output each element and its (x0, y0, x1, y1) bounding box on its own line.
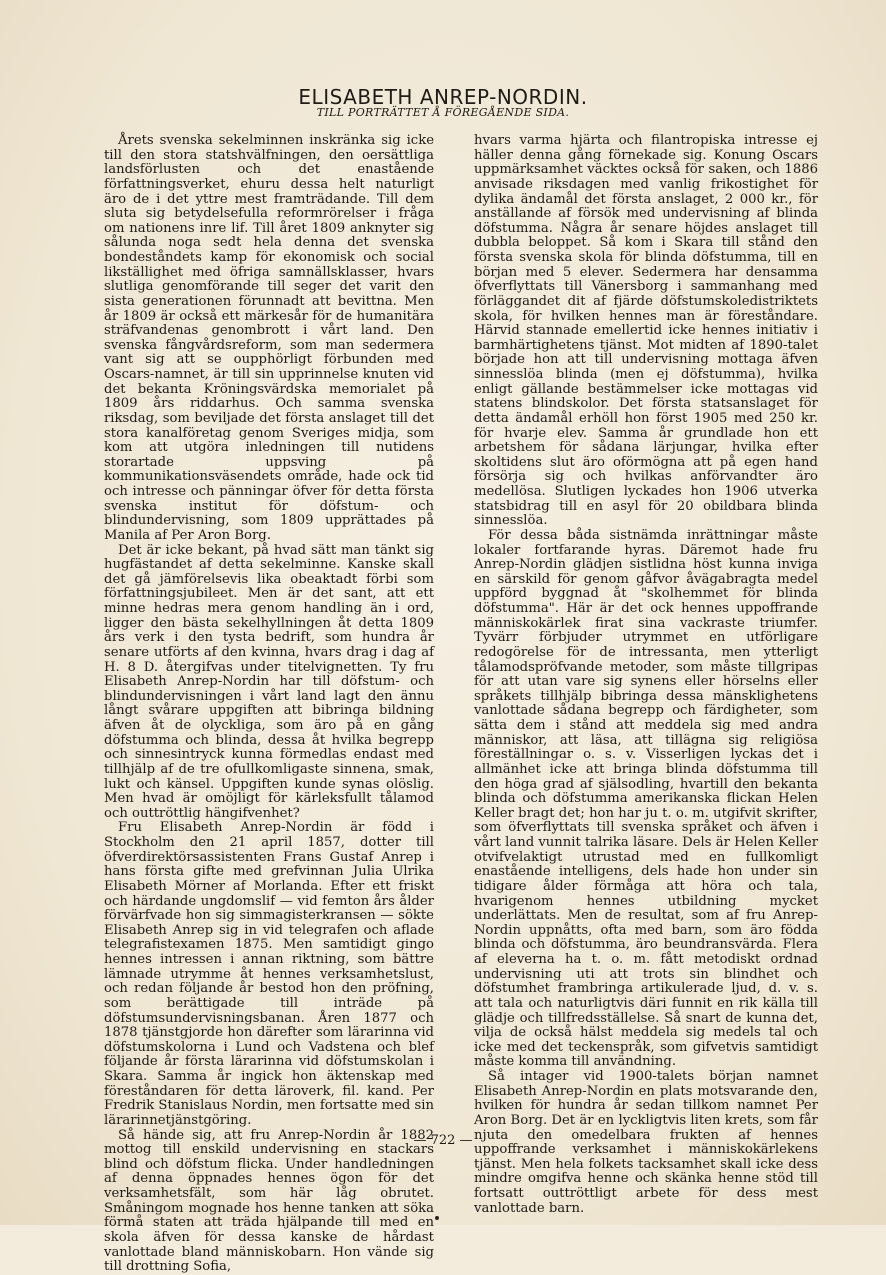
paragraph: hvars varma hjärta och filantropiska intresse ej häller denna gång förnekade sig. Konung Oscars uppmärksamhet väcktes också för saken, och 1886 anvisade riksdagen med vanlig frikostighet för dylika ändamål det första anslaget, 2 000 kr., för anställande af försök med undervisning af blinda döfstumma. Några år senare höjdes anslaget till dubbla beloppet. Så kom i Skara till stånd den första svenska skola för blinda döfstumma, till en början med 5 elever. Sedermera har densamma öfverflyttats till Vänersborg i sammanhang med förläggandet dit af fjärde döfstumskoledistriktets skola, för hvilken hennes man är föreståndare. Härvid stannade emellertid icke hennes initiativ i barmhärtighetens tjänst. Mot midten af 1890-talet började hon att till undervisning mottaga äfven sinnesslöa blinda (men ej döfstumma), hvilka enligt gällande bestämmelser icke mottagas vid statens blindskolor. Det första statsanslaget för detta ändamål erhöll hon först 1905 med 250 kr. för hvarje elev. Samma år grundlade hon ett arbetshem för sådana lärjungar, hvilka efter skoltidens slut äro oförmögna att på egen hand försörja sig och hvilkas anförvandter äro medellösa. Slutligen lyckades hon 1906 utverka statsbidrag till en asyl för 20 obildbara blinda sinnesslöa. (474, 133, 818, 529)
paragraph: Det är icke bekant, på hvad sätt man tänkt sig hugfästandet af detta sekelminne. Kanske skall det gå jämförelsevis lika obeaktadt förbi som författningsjubileet. Men är det sant, att ett minne hedras mera genom handling än i ord, ligger den bästa sekelhyllningen åt detta 1809 års verk i den tysta bedrift, som hundra år senare utförts af den kvinna, hvars drag i dag af H. 8 D. återgifvas under titelvignetten. Ty fru Elisabeth Anrep-Nordin har till döfstum- och blindundervisningen i vårt land lagt den ännu långt svårare uppgiften att bibringa bildning äfven åt de olyckliga, som äro på en gång döfstumma och blinda, dessa åt hvilka begrepp och sinnesintryck kunna förmedlas endast med tillhjälp af de tre ofullkomligaste sinnena, smak, lukt och känsel. Uppgiften kunde synas olöslig. Men hvad är omöjligt för kärleksfullt tålamod och outtröttlig hängifvenhet? (104, 542, 434, 821)
paragraph: För dessa båda sistnämda inrättningar måste lokaler fortfarande hyras. Däremot hade fru Anrep-Nordin glädjen sistlidna höst kunna inviga en särskild för genom gåfvor åvägabragta medel uppförd byggnad åt "skolhemmet för blinda döfstumma". Här är det ock hennes uppoffrande människokärlek firat sina vackraste triumfer. Tyvärr förbjuder utrymmet en utförligare redogörelse för de intressanta, men ytterligt tålamodspröfvande metoder, som måste tillgripas för att utan vare sig synens eller hörselns eller språkets tillhjälp bibringa dessa mänsklighetens vanlottade sådana begrepp och färdigheter, som sätta dem i stånd att meddela sig med andra människor, att läsa, att tillägna sig religiösa föreställningar o. s. v. Visserligen lyckas det i allmänhet icke att bringa blinda döfstumma till den höga grad af själsodling, hvartill den bekanta blinda och döfstumma amerikanska flickan Helen Keller bragt det; hon har ju t. o. m. utgifvit skrifter, som öfverflyttats till svenska språket och äfven i vårt land vunnit talrika läsare. Dels är Helen Keller otvifvelaktigt utrustad med en fullkomligt enastående intelligens, dels hade hon under sin tidigare ålder förmåga att höra och tala, hvarigenom hennes utbildning mycket underlättats. Men de resultat, som af fru Anrep-Nordin uppnåtts, ofta med barn, som äro födda blinda och döfstumma, äro beundransvärda. Flera af eleverna ha t. o. m. fått metodiskt ordnad undervisning uti att trots sin blindhet och döfstumhet frambringa artikulerade ljud, d. v. s. att tala och naturligtvis däri funnit en rik källa till glädje och tillfredsställelse. Så snart de kunna det, vilja de också hälst meddela sig medels tal och icke med det teckenspråk, som gifvetvis samtidigt måste komma till användning. (474, 527, 818, 1070)
paragraph: Så hände sig, att fru Anrep-Nordin år 1882 mottog till enskild undervisning en stackars blind och döfstum flicka. Under handledningen af denna öppnades hennes ögon för det verksamhetsfält, som här låg obrutet. Småningom mognade hos henne tanken att söka förmå staten att träda hjälpande till med en skola äfven för dessa kanske de hårdast vanlottade bland människobarn. Hon vände sig till drottning Sofia, (104, 1127, 434, 1275)
article-subtitle: TILL PORTRÄTTET Å FÖREGÅENDE SIDA. (316, 106, 570, 119)
paragraph: Årets svenska sekelminnen inskränka sig icke till den stora statshvälfningen, den oersättliga landsförlusten och det enastående författningsverket, ehuru dessa helt naturligt äro de i det yttre mest framträdande. Till dem sluta sig betydelsefulla reformrörelser i fråga om nationens inre lif. Till året 1809 anknyter sig sålunda noga sedt hela denna det svenska bondeståndets kamp för ekonomisk och social likställighet med öfriga samnällsklasser, hvars slutliga genomförande till seger det varit den sista generationen förunnadt att bevittna. Men år 1809 är också ett märkesår för de humanitära sträfvandenas genombrott i vårt land. Den svenska fångvårdsreform, som man sedermera vant sig att se oupphörligt förbunden med Oscars-namnet, är till sin upprinnelse knuten vid det bekanta Kröningsvärdska memorialet på 1809 års riddarhus. Och samma svenska riksdag, som beviljade det första anslaget till det stora kanalföretag genom Sveriges midja, som kom att utgöra inledningen till nutidens storartade uppsving på kommunikationsväsendets område, hade ock tid och intresse och pänningar öfver för detta första svenska institut för döfstum- och blindundervisning, som 1809 upprättades på Manila af Per Aron Borg. (104, 133, 434, 543)
page-number: — 722 — (413, 1133, 473, 1148)
article-title: ELISABETH ANREP-NORDIN. (298, 85, 588, 110)
print-speck (435, 1216, 439, 1220)
text-column-right (474, 134, 818, 1216)
text-column-left (104, 134, 434, 1275)
paragraph: Fru Elisabeth Anrep-Nordin är född i Stockholm den 21 april 1857, dotter till öfverdirektörsassistenten Frans Gustaf Anrep i hans första gifte med grefvinnan Julia Ulrika Elisabeth Mörner af Morlanda. Efter ett friskt och härdande ungdomslif — vid femton års ålder förvärfvade hon sig simmagisterkransen — sökte Elisabeth Anrep sig in vid telegrafen och aflade telegrafistexamen 1875. Men samtidigt gingo hennes intressen i annan riktning, som bättre lämnade utrymme åt hennes verksamhetslust, och redan följande år bestod hon den pröfning, som berättigade till inträde på döfstumsundervisningsbanan. Åren 1877 och 1878 tjänstgjorde hon därefter som lärarinna vid döfstumskolorna i Lund och Vadstena och blef följande år första lärarinna vid döfstumskolan i Skara. Samma år ingick hon äktenskap med föreståndaren för detta läroverk, fil. kand. Per Fredrik Stanislaus Nordin, men fortsatte med sin lärarinnetjänstgöring. (104, 820, 434, 1128)
paragraph: Så intager vid 1900-talets början namnet Elisabeth Anrep-Nordin en plats motsvarande den, hvilken för hundra år sedan tillkom namnet Per Aron Borg. Det är en lyckligtvis liten krets, som får njuta den omedelbara frukten af hennes uppoffrande verksamhet i människokärlekens tjänst. Men hela folkets tacksamhet skall icke dess mindre omgifva henne och skänka henne stöd till fortsatt outtröttligt arbete för dess mest vanlottade barn. (474, 1069, 818, 1216)
